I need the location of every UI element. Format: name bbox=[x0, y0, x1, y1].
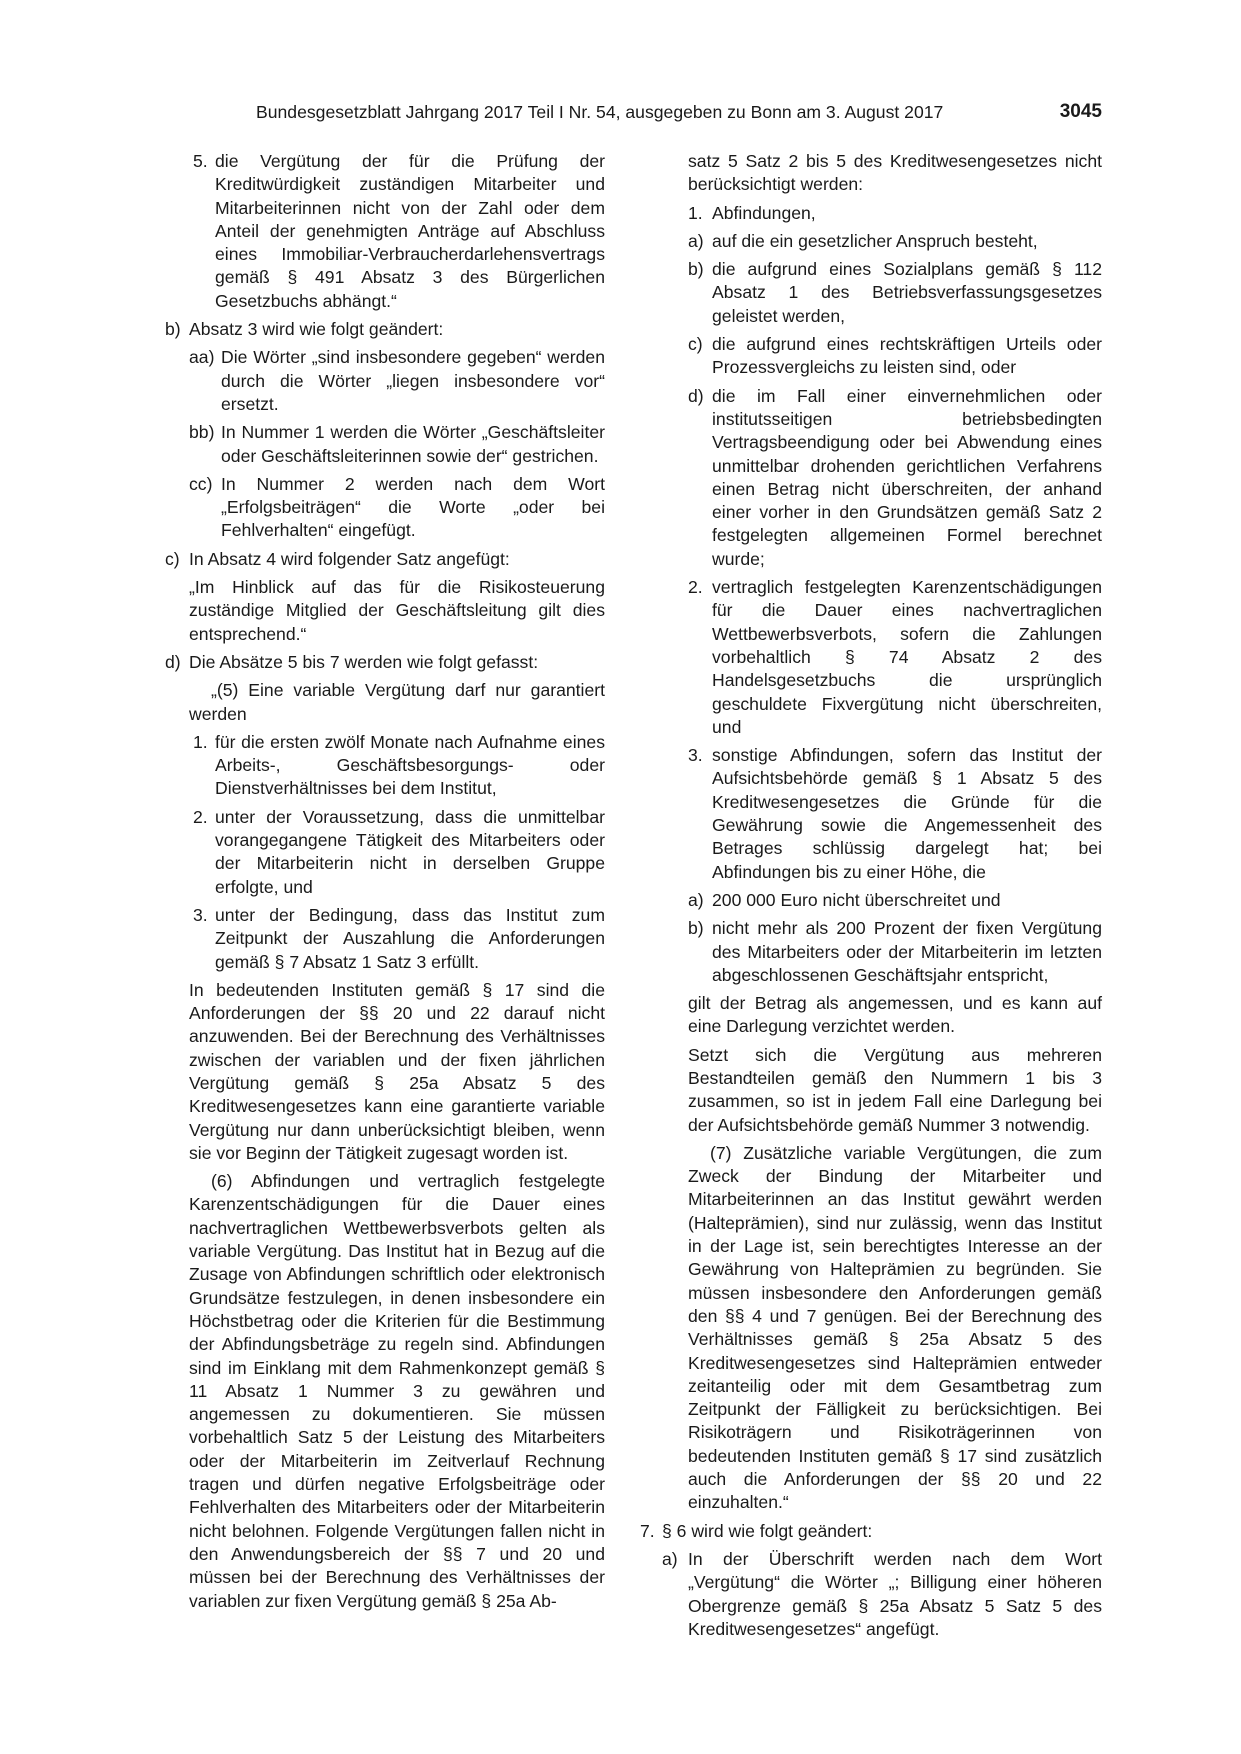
item-text: In Nummer 1 werden die Wörter „Geschäftsleiter oder Geschäftsleiterinnen sowie der“ gestrichen. bbox=[221, 422, 605, 466]
running-title: Bundesgesetzblatt Jahrgang 2017 Teil I Nr. 54, ausgegeben zu Bonn am 3. August 2017 bbox=[256, 102, 944, 122]
sub-list-item bbox=[636, 917, 1102, 987]
quoted-sentence: „Im Hinblick auf das für die Risikosteuerung zuständige Mitglied der Geschäftsleitung gilt dies entsprechend.“ bbox=[189, 577, 605, 644]
list-item-cc bbox=[165, 473, 605, 543]
list-item-b bbox=[165, 318, 605, 341]
list-item-2 bbox=[636, 576, 1102, 739]
item-text: Abfindungen, bbox=[712, 202, 816, 223]
sub-list-item bbox=[636, 230, 1102, 253]
item-text: Die Wörter „sind insbesondere gegeben“ werden durch die Wörter „liegen insbesondere vor“ ersetzt. bbox=[221, 347, 605, 414]
item-label: 5. bbox=[193, 151, 208, 171]
paragraph-6: (6) Abfindungen und vertraglich festgelegte Karenzentschädigungen für die Dauer eines nachvertraglichen Wettbewerbsverbots gelten als variable Vergütung. Das Institut hat in Bezug auf die Zusage von Abfindungen schriftlich oder elektronisch Grundsätze festzulegen, in denen insbesondere ein Höchstbetrag oder die Kriterien für die Bestimmung der Abfindungsbeträge zu regeln sind. Abfindungen sind im Einklang mit dem Rahmenkonzept gemäß § 11 Absatz 1 Nummer 3 zu gewähren und angemessen zu dokumentieren. Sie müssen vorbehaltlich Satz 5 der Leistung des Mitarbeiters oder der Mitarbeiterin im Zeitverlauf Rechnung tragen und dürfen negative Erfolgsbeiträge oder Fehlverhalten des Mitarbeiters oder der Mitarbeiterin nicht belohnen. Folgende Vergütungen fallen nicht in den Anwendungsbereich der §§ 7 und 20 und müssen bei der Berechnung des Verhältnisses der variablen zur fixen Vergütung gemäß § 25a Ab- bbox=[189, 1171, 605, 1611]
item-text: die im Fall einer einvernehmlichen oder institutsseitigen betriebsbedingten Vertragsbeendigung oder bei Abwendung eines unmittelbar drohenden gerichtlichen Verfahrens einen Betrag nicht überschreiten, der anhand einer vorher in den Grundsätzen gemäß Satz 2 festgelegten allgemeinen Formel berechnet wurde; bbox=[712, 385, 1102, 569]
item-label: 1. bbox=[193, 731, 208, 752]
item-text: die aufgrund eines rechtskräftigen Urteils oder Prozessvergleichs zu leisten sind, oder bbox=[712, 334, 1102, 378]
sub-list-item bbox=[636, 385, 1102, 571]
item-text: 200 000 Euro nicht überschreitet und bbox=[712, 889, 1001, 910]
list-item-7a bbox=[636, 1548, 1102, 1641]
item-text: auf die ein gesetzlicher Anspruch besteht, bbox=[712, 230, 1038, 251]
item-label: a) bbox=[688, 889, 704, 910]
item-text: In Nummer 2 werden nach dem Wort „Erfolgsbeiträgen“ die Worte „oder bei Fehlverhalten“ eingefügt. bbox=[221, 473, 605, 541]
sub-list-item bbox=[636, 333, 1102, 380]
page-number: 3045 bbox=[1059, 101, 1102, 122]
item-text: vertraglich festgelegten Karenzentschädigungen für die Dauer eines nachvertraglichen Wettbewerbsverbots, sofern die Zahlungen vorbehaltlich § 74 Absatz 2 des Handelsgesetzbuchs die ursprünglich geschuldete Fixvergütung nicht überschreiten, und bbox=[712, 577, 1102, 737]
list-item-bb bbox=[165, 421, 605, 468]
list-item-5 bbox=[165, 150, 605, 313]
item-label: c) bbox=[165, 548, 180, 569]
item-label: d) bbox=[688, 385, 704, 406]
list-item bbox=[165, 806, 605, 899]
left-column bbox=[165, 150, 605, 1618]
paragraph-6-closing: Setzt sich die Vergütung aus mehreren Bestandteilen gemäß den Nummern 1 bis 3 zusammen, so ist in jedem Fall eine Darlegung bei der Aufsichtsbehörde gemäß Nummer 3 notwendig. bbox=[688, 1044, 1102, 1135]
paragraph-5-intro: „(5) Eine variable Vergütung darf nur garantiert werden bbox=[189, 680, 605, 724]
item-3-closing: gilt der Betrag als angemessen, und es kann auf eine Darlegung verzichtet werden. bbox=[688, 993, 1102, 1037]
item-text: die aufgrund eines Sozialplans gemäß § 112 Absatz 1 des Betriebsverfassungsgesetzes geleistet werden, bbox=[712, 259, 1102, 326]
item-label: 2. bbox=[688, 577, 703, 598]
item-text: für die ersten zwölf Monate nach Aufnahme eines Arbeits-, Geschäftsbesorgungs- oder Dienstverhältnisses bei dem Institut, bbox=[215, 731, 605, 799]
list-item bbox=[165, 731, 605, 801]
list-item-d bbox=[165, 651, 605, 674]
item-label: c) bbox=[688, 334, 703, 355]
item-label: b) bbox=[688, 918, 704, 939]
list-item-aa bbox=[165, 346, 605, 416]
item-label: d) bbox=[165, 651, 181, 672]
list-item-3 bbox=[636, 744, 1102, 884]
running-header bbox=[256, 100, 1102, 126]
item-label: a) bbox=[662, 1548, 678, 1569]
item-label: aa) bbox=[189, 347, 215, 368]
item-label: b) bbox=[688, 259, 704, 280]
item-label: bb) bbox=[189, 422, 215, 443]
item-text: unter der Voraussetzung, dass die unmittelbar vorangegangene Tätigkeit des Mitarbeiters oder der Mitarbeiterin nicht in derselben Gruppe erfolgte, und bbox=[215, 806, 605, 897]
item-text: § 6 wird wie folgt geändert: bbox=[662, 1520, 873, 1541]
right-column bbox=[636, 150, 1102, 1646]
paragraph-5-closing: In bedeutenden Instituten gemäß § 17 sind die Anforderungen der §§ 20 und 22 darauf nicht anzuwenden. Bei der Berechnung des Verhältnisses zwischen der variablen und der fixen jährlichen Vergütung gemäß § 25a Absatz 5 des Kreditwesengesetzes kann eine garantierte variable Vergütung nur dann unberücksichtigt bleiben, wenn sie vor Beginn der Tätigkeit zugesagt worden ist. bbox=[189, 979, 605, 1163]
item-label: 7. bbox=[640, 1520, 655, 1541]
item-label: 1. bbox=[688, 202, 703, 223]
paragraph-7: (7) Zusätzliche variable Vergütungen, die zum Zweck der Bindung der Mitarbeiter und Mitarbeiterinnen an das Institut gewährt werden (Halteprämien), sind nur zulässig, wenn das Institut in der Lage ist, sein berechtigtes Interesse an der Gewährung von Halteprämien zu begründen. Sie müssen insbesondere den Anforderungen gemäß den §§ 4 und 7 genügen. Bei der Berechnung des Verhältnisses gemäß § 25a Absatz 5 des Kreditwesengesetzes sind Halteprämien entweder zeitanteilig oder mit dem Gesamtbetrag zum Zeitpunkt der Fälligkeit zu berücksichtigen. Bei Risikoträgern und Risikoträgerinnen von bedeutenden Instituten gemäß § 17 sind zusätzlich auch die Anforderungen der §§ 20 und 22 einzuhalten.“ bbox=[688, 1142, 1102, 1513]
list-item-1 bbox=[636, 202, 1102, 225]
item-text: In Absatz 4 wird folgender Satz angefügt: bbox=[189, 548, 510, 569]
paragraph-6-continuation: satz 5 Satz 2 bis 5 des Kreditwesengesetzes nicht berücksichtigt werden: bbox=[688, 151, 1102, 195]
item-text: In der Überschrift werden nach dem Wort „Vergütung“ die Wörter „; Billigung einer höheren Obergrenze gemäß § 25a Absatz 5 Satz 5 des Kreditwesengesetzes“ angefügt. bbox=[688, 1548, 1102, 1639]
list-item-7 bbox=[636, 1520, 1102, 1543]
item-label: 3. bbox=[688, 745, 703, 766]
sub-list-item bbox=[636, 258, 1102, 328]
item-label: a) bbox=[688, 230, 704, 251]
list-item-c bbox=[165, 548, 605, 571]
item-label: 2. bbox=[193, 806, 208, 827]
item-label: b) bbox=[165, 319, 181, 340]
list-item bbox=[165, 904, 605, 974]
item-label: 3. bbox=[193, 904, 208, 925]
item-text: nicht mehr als 200 Prozent der fixen Vergütung des Mitarbeiters oder der Mitarbeiterin im letzten abgeschlossenen Geschäftsjahr entspricht, bbox=[712, 918, 1102, 985]
item-text: die Vergütung der für die Prüfung der Kreditwürdigkeit zuständigen Mitarbeiter und Mitarbeiterinnen nicht von der Zahl oder dem Anteil der genehmigten Anträge auf Abschluss eines Immobiliar-Verbraucherdarlehensvertrags gemäß § 491 Absatz 3 des Bürgerlichen Gesetzbuchs abhängt.“ bbox=[215, 151, 605, 311]
item-text: sonstige Abfindungen, sofern das Institut der Aufsichtsbehörde gemäß § 1 Absatz 5 des Kreditwesengesetzes die Gründe für die Gewährung sowie die Angemessenheit des Betrages schlüssig dargelegt hat; bei Abfindungen bis zu einer Höhe, die bbox=[712, 745, 1102, 882]
item-label: cc) bbox=[189, 473, 213, 494]
sub-list-item bbox=[636, 889, 1102, 912]
item-text: unter der Bedingung, dass das Institut zum Zeitpunkt der Auszahlung die Anforderungen gemäß § 7 Absatz 1 Satz 3 erfüllt. bbox=[215, 904, 605, 972]
item-text: Die Absätze 5 bis 7 werden wie folgt gefasst: bbox=[189, 651, 539, 672]
item-text: Absatz 3 wird wie folgt geändert: bbox=[189, 319, 444, 340]
